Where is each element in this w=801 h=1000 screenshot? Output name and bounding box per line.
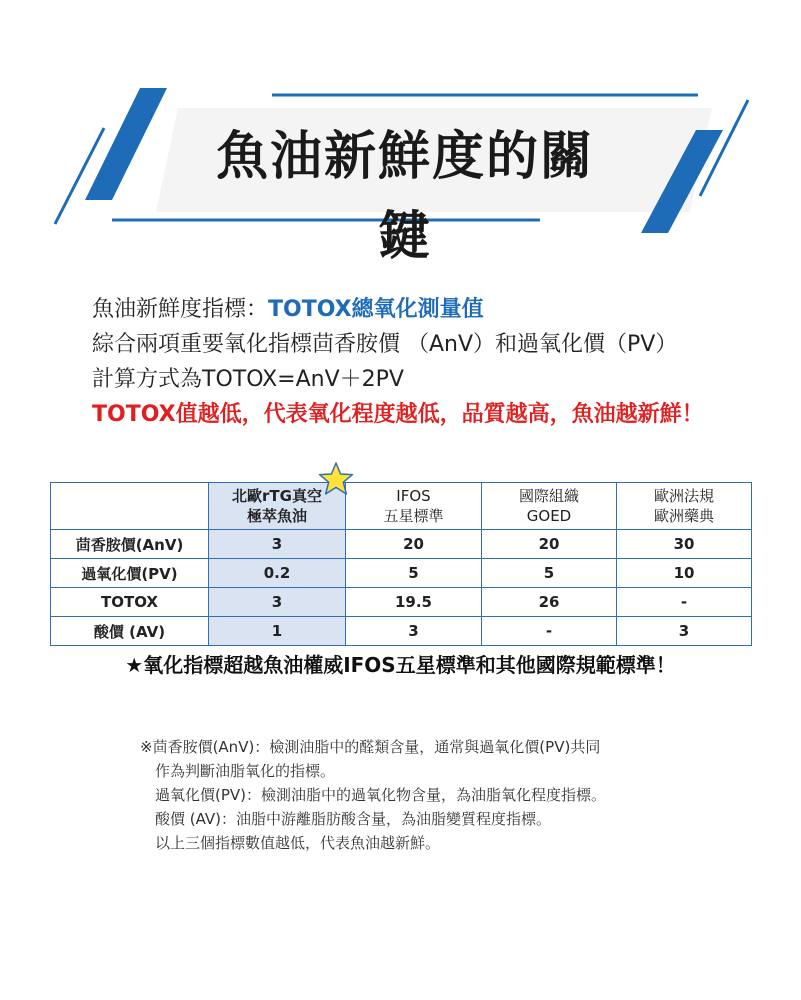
cell-value: 30 [617, 530, 752, 559]
cell-value: 26 [482, 588, 617, 617]
footnote-line: 作為判斷油脂氧化的指標。 [155, 762, 336, 780]
table-row [51, 559, 752, 588]
cell-value: 1 [209, 617, 346, 646]
header-ifos [346, 483, 482, 530]
header-eu-line1: 歐洲法規 [653, 487, 714, 505]
cell-value: 0.2 [209, 559, 346, 588]
table-row [51, 617, 752, 646]
header-eu-pharmacopoeia [617, 483, 752, 530]
left-thin-slash [55, 128, 104, 224]
footnote-line: 以上三個指標數值越低，代表魚油越新鮮。 [155, 834, 441, 852]
footnotes [140, 735, 760, 855]
footnote-line: ※茴香胺價(AnV)：檢測油脂中的醛類含量，通常與過氧化價(PV)共同 [140, 738, 601, 756]
table-row [51, 588, 752, 617]
row-label: 茴香胺價(AnV) [51, 530, 209, 559]
header-rtg-line1: 北歐rTG真空 [232, 487, 322, 505]
cell-value: 19.5 [346, 588, 482, 617]
title-banner [0, 0, 801, 267]
intro-block [92, 292, 772, 432]
header-goed-line1: 國際組織 [518, 487, 579, 505]
footnote-line: 過氧化價(PV)：檢測油脂中的過氧化物含量，為油脂氧化程度指標。 [155, 786, 607, 804]
header-ifos-line1: IFOS [396, 487, 431, 505]
header-goed-line2: GOED [526, 507, 572, 525]
intro-line-3: 計算方式為TOTOX=AnV＋2PV [92, 367, 404, 392]
header-ifos-line2: 五星標準 [383, 507, 444, 525]
cell-value: - [617, 588, 752, 617]
header-empty-cell [51, 483, 209, 530]
cell-value: 10 [617, 559, 752, 588]
header-rtg-line2: 極萃魚油 [246, 507, 307, 525]
cell-value: 3 [346, 617, 482, 646]
table-row [51, 530, 752, 559]
comparison-table [50, 482, 752, 646]
cell-value: 20 [482, 530, 617, 559]
cell-value: 3 [209, 530, 346, 559]
cell-value: 20 [346, 530, 482, 559]
cell-value: 3 [209, 588, 346, 617]
row-label: 過氧化價(PV) [51, 559, 209, 588]
page-title: 魚油新鮮度的關鍵 [215, 126, 594, 267]
summary-statement: ★氧化指標超越魚油權威IFOS五星標準和其他國際規範標準！ [125, 653, 676, 677]
table-header-row [51, 483, 752, 530]
cell-value: 5 [346, 559, 482, 588]
intro-line-4: TOTOX值越低，代表氧化程度越低，品質越高，魚油越新鮮！ [92, 402, 704, 427]
intro-line-1 [92, 292, 772, 327]
cell-value: - [482, 617, 617, 646]
footnote-line: 酸價 (AV)：油脂中游離脂肪酸含量，為油脂變質程度指標。 [155, 810, 552, 828]
intro-line-1-prefix: 魚油新鮮度指標： [92, 297, 269, 322]
header-goed [482, 483, 617, 530]
cell-value: 5 [482, 559, 617, 588]
star-icon [318, 462, 354, 496]
header-eu-line2: 歐洲藥典 [653, 507, 714, 525]
intro-line-2: 綜合兩項重要氧化指標茴香胺價 （AnV）和過氧化價（PV） [92, 332, 678, 357]
cell-value: 3 [617, 617, 752, 646]
totox-highlight: TOTOX總氧化測量值 [268, 297, 484, 322]
row-label: 酸價 (AV) [51, 617, 209, 646]
row-label: TOTOX [51, 588, 209, 617]
